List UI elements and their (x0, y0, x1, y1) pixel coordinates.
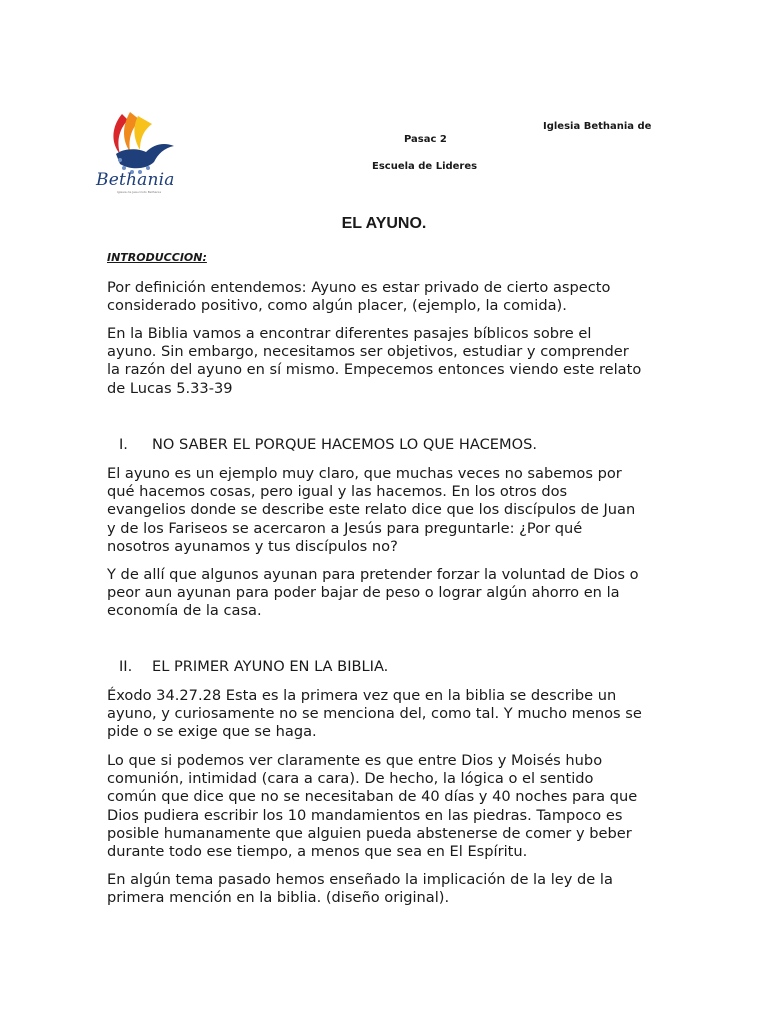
paragraph-definition: Por definición entendemos: Ayuno es estar privado de cierto aspecto considerado positivo, como algún placer, (ejemplo, la comida). (107, 279, 611, 315)
logo-tagline: Iglesia de Jesucristo Bethania (116, 190, 162, 194)
paragraph-communion: Lo que si podemos ver claramente es que entre Dios y Moisés hubo comunión, intimidad (cara a cara). De hecho, la lógica o el sentido común que dice que no se necesitaban de 40 días y 40 noches para que Dios pudiera escribir los 10 mandamientos en las piedras. Tampoco es posible humanamente que alguien pueda abstenerse de comer y beber durante todo ese tiempo, a menos que sea en El Espíritu. (107, 752, 638, 861)
paragraph-motives: Y de allí que algunos ayunan para pretender forzar la voluntad de Dios o peor aun ayunan para poder bajar de peso o lograr algún ahorro en la economía de la casa. (107, 566, 639, 620)
section-heading-1 (119, 436, 537, 453)
section-title: NO SABER EL PORQUE HACEMOS LO QUE HACEMOS. (152, 436, 537, 453)
logo-text: Bethania (96, 170, 175, 190)
paragraph-exodus: Éxodo 34.27.28 Esta es la primera vez que en la biblia se describe un ayuno, y curiosamente no se menciona del, como tal. Y mucho menos se pide o se exige que se haga. (107, 687, 642, 741)
paragraph-example: El ayuno es un ejemplo muy claro, que muchas veces no sabemos por qué hacemos cosas, pero igual y las hacemos. En los otros dos evangelios donde se describe este relato dice que los discípulos de Juan y de los Fariseos se acercaron a Jesús para preguntarle: ¿Por qué nosotros ayunamos y tus discípulos no? (107, 465, 636, 555)
section-heading-2 (119, 658, 388, 675)
document-title: EL AYUNO. (341, 215, 427, 232)
school-name: Escuela de Lideres (372, 161, 478, 172)
flame-dove-icon (94, 108, 180, 178)
church-name: Iglesia Bethania de (543, 121, 652, 132)
intro-label: INTRODUCCION: (107, 251, 207, 264)
section-title: EL PRIMER AYUNO EN LA BIBLIA. (152, 658, 389, 675)
paragraph-first-mention: En algún tema pasado hemos enseñado la implicación de la ley de la primera mención en la biblia. (diseño original). (107, 871, 613, 907)
section-number: I. (119, 436, 128, 453)
section-number: II. (119, 658, 133, 675)
paragraph-bible: En la Biblia vamos a encontrar diferentes pasajes bíblicos sobre el ayuno. Sin embargo, necesitamos ser objetivos, estudiar y comprender la razón del ayuno en sí mismo. Empecemos entonces viendo este relato de Lucas 5.33-39 (107, 325, 642, 397)
church-location: Pasac 2 (404, 134, 447, 145)
